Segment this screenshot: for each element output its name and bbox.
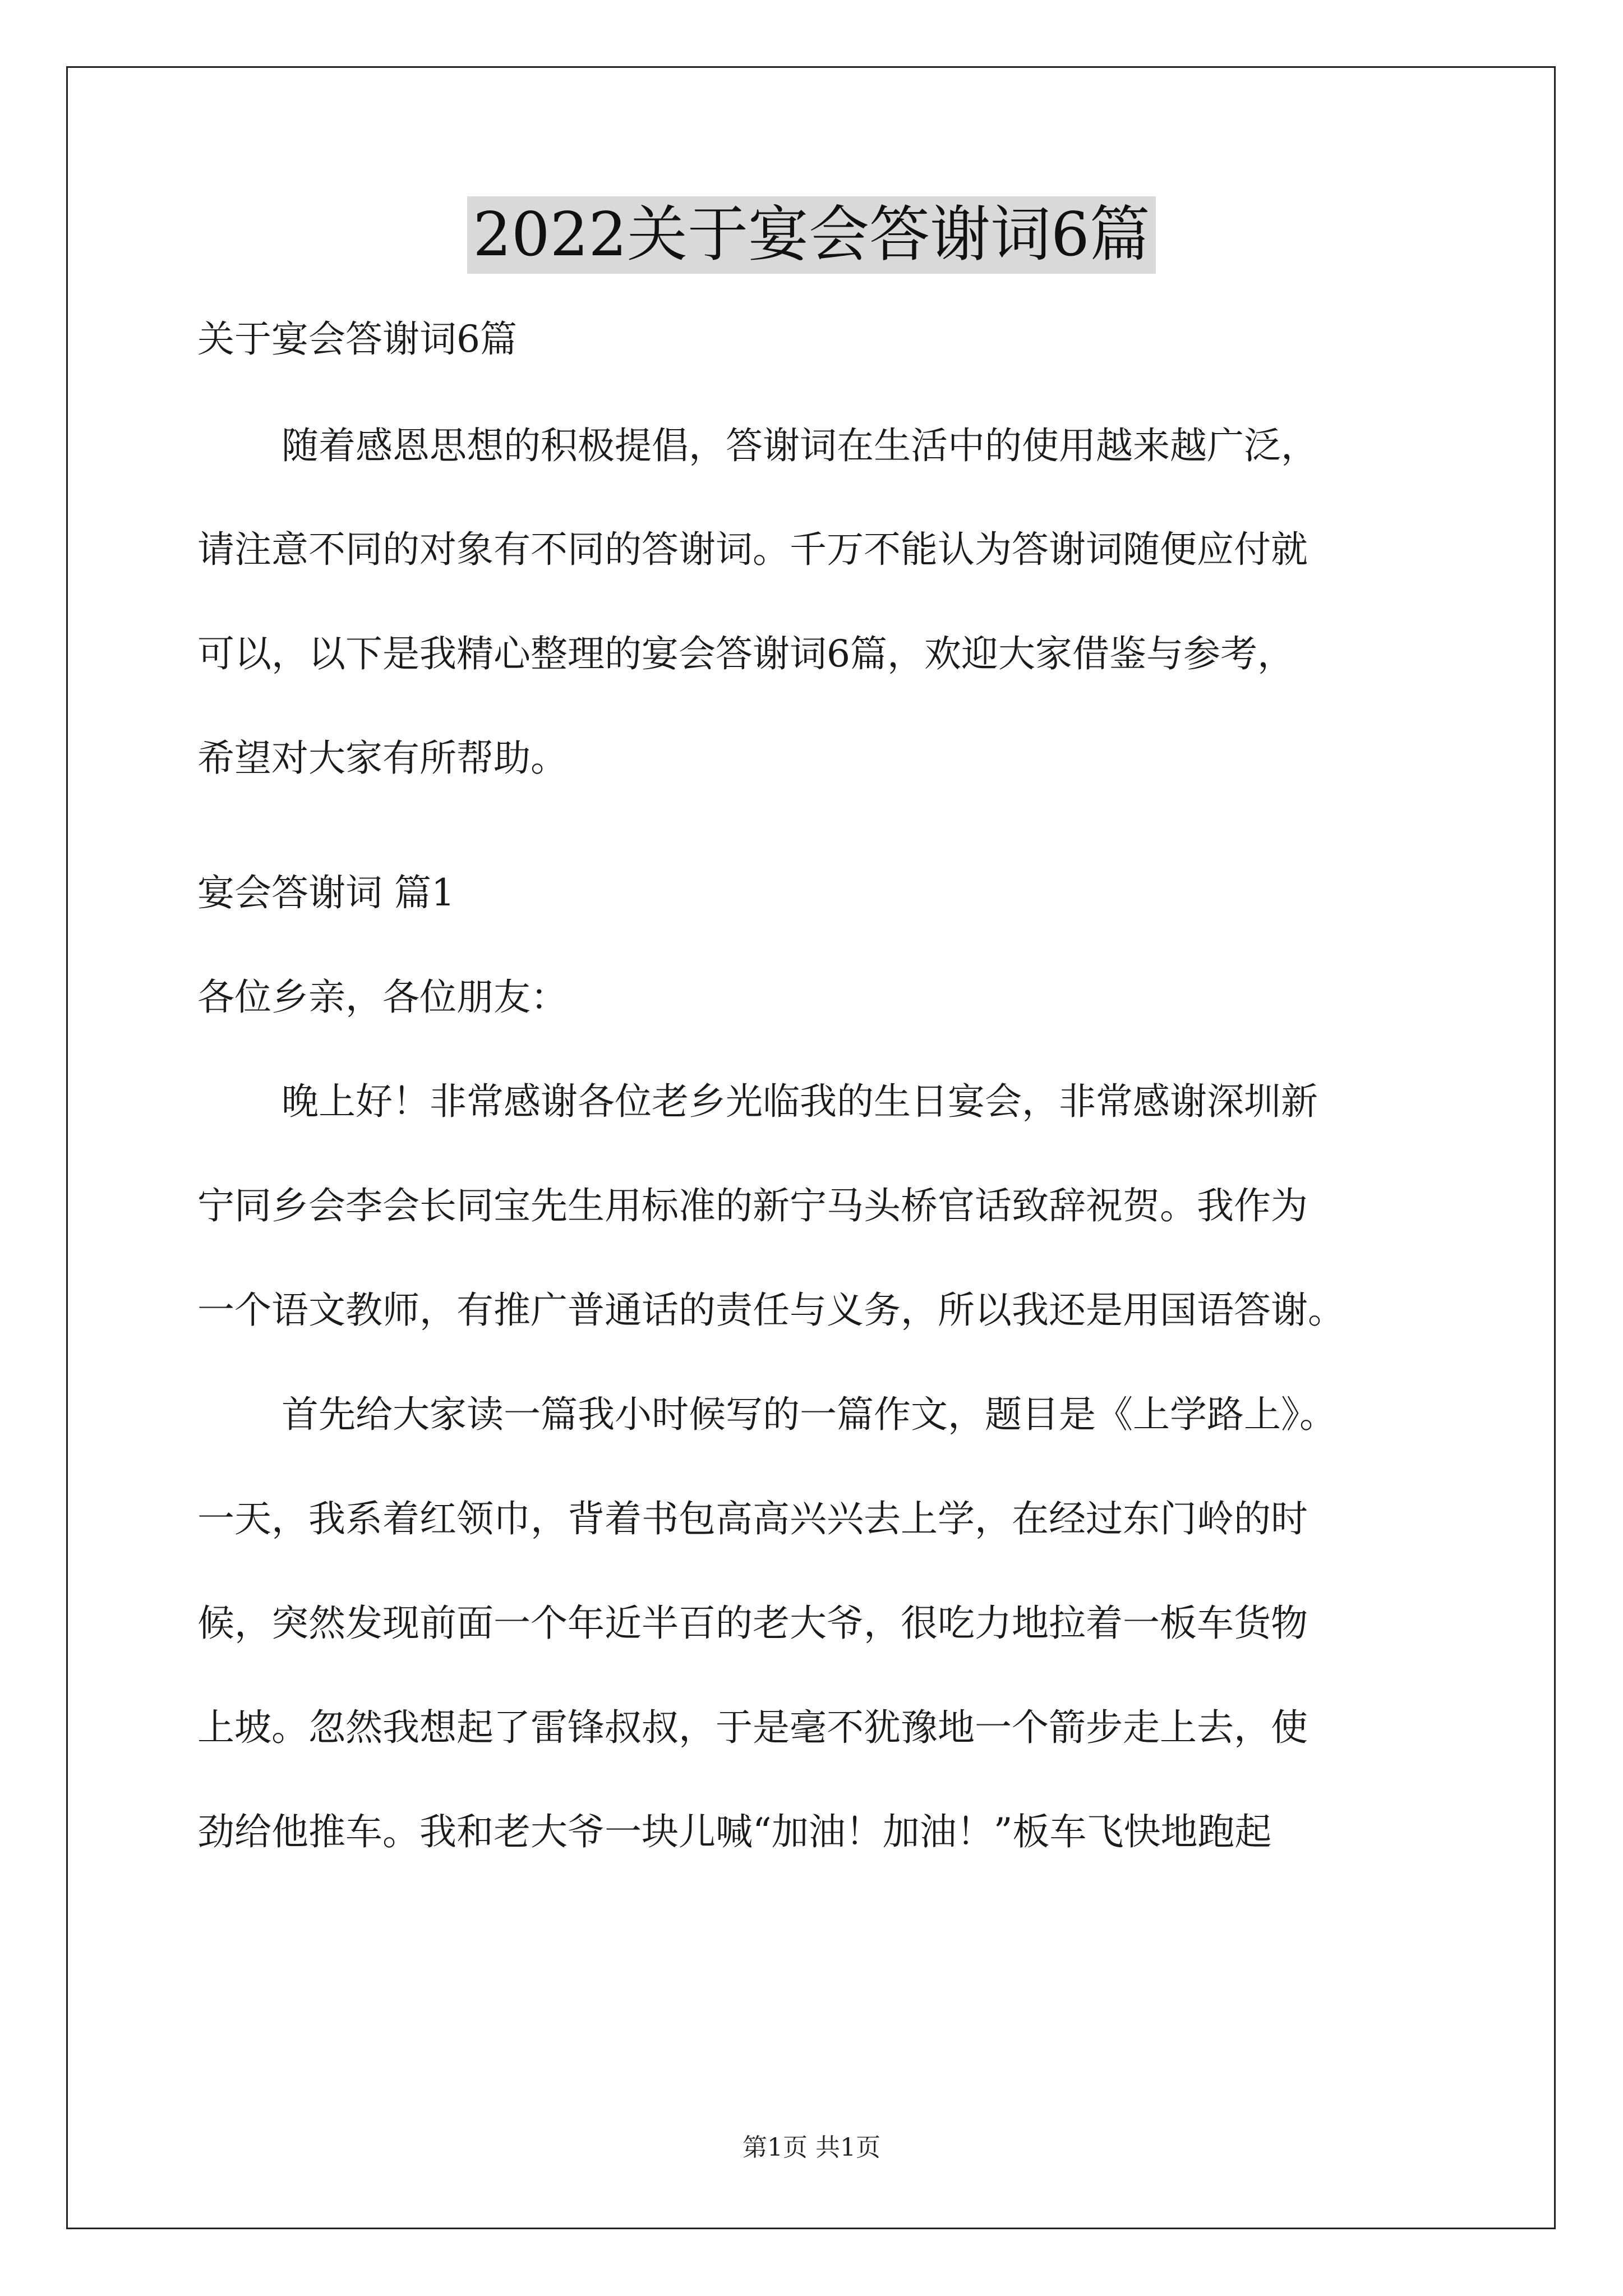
title-container (0, 196, 1623, 274)
body-line: 候，突然发现前面一个年近半百的老大爷，很吃力地拉着一板车货物 (197, 1602, 1308, 1645)
body-line: 首先给大家读一篇我小时候写的一篇作文，题目是《上学路上》。 (282, 1393, 1336, 1436)
body-line: 一天，我系着红领巾，背着书包高高兴兴去上学，在经过东门岭的时 (197, 1497, 1308, 1540)
body-line: 上坡。忽然我想起了雷锋叔叔，于是毫不犹豫地一个箭步走上去，使 (197, 1706, 1308, 1749)
body-line: 宁同乡会李会长同宝先生用标准的新宁马头桥官话致辞祝贺。我作为 (197, 1184, 1308, 1227)
document-title: 2022关于宴会答谢词6篇 (467, 196, 1156, 274)
intro-line: 随着感恩思想的积极提倡，答谢词在生活中的使用越来越广泛， (282, 424, 1318, 467)
body-line: 一个语文教师，有推广普通话的责任与义务，所以我还是用国语答谢。 (197, 1289, 1345, 1332)
section-heading: 宴会答谢词 篇1 (197, 871, 455, 914)
body-line: 劲给他推车。我和老大爷一块儿喊“加油！加油！”板车飞快地跑起 (197, 1810, 1272, 1853)
page-border (66, 66, 1556, 2229)
body-line: 晚上好！非常感谢各位老乡光临我的生日宴会，非常感谢深圳新 (282, 1080, 1318, 1123)
subtitle: 关于宴会答谢词6篇 (197, 318, 517, 361)
intro-line: 请注意不同的对象有不同的答谢词。千万不能认为答谢词随便应付就 (197, 528, 1308, 571)
intro-line: 希望对大家有所帮助。 (197, 737, 568, 780)
page-footer: 第1页 共1页 (743, 2133, 880, 2162)
salutation: 各位乡亲，各位朋友： (197, 976, 568, 1019)
intro-line: 可以，以下是我精心整理的宴会答谢词6篇，欢迎大家借鉴与参考， (197, 632, 1294, 675)
